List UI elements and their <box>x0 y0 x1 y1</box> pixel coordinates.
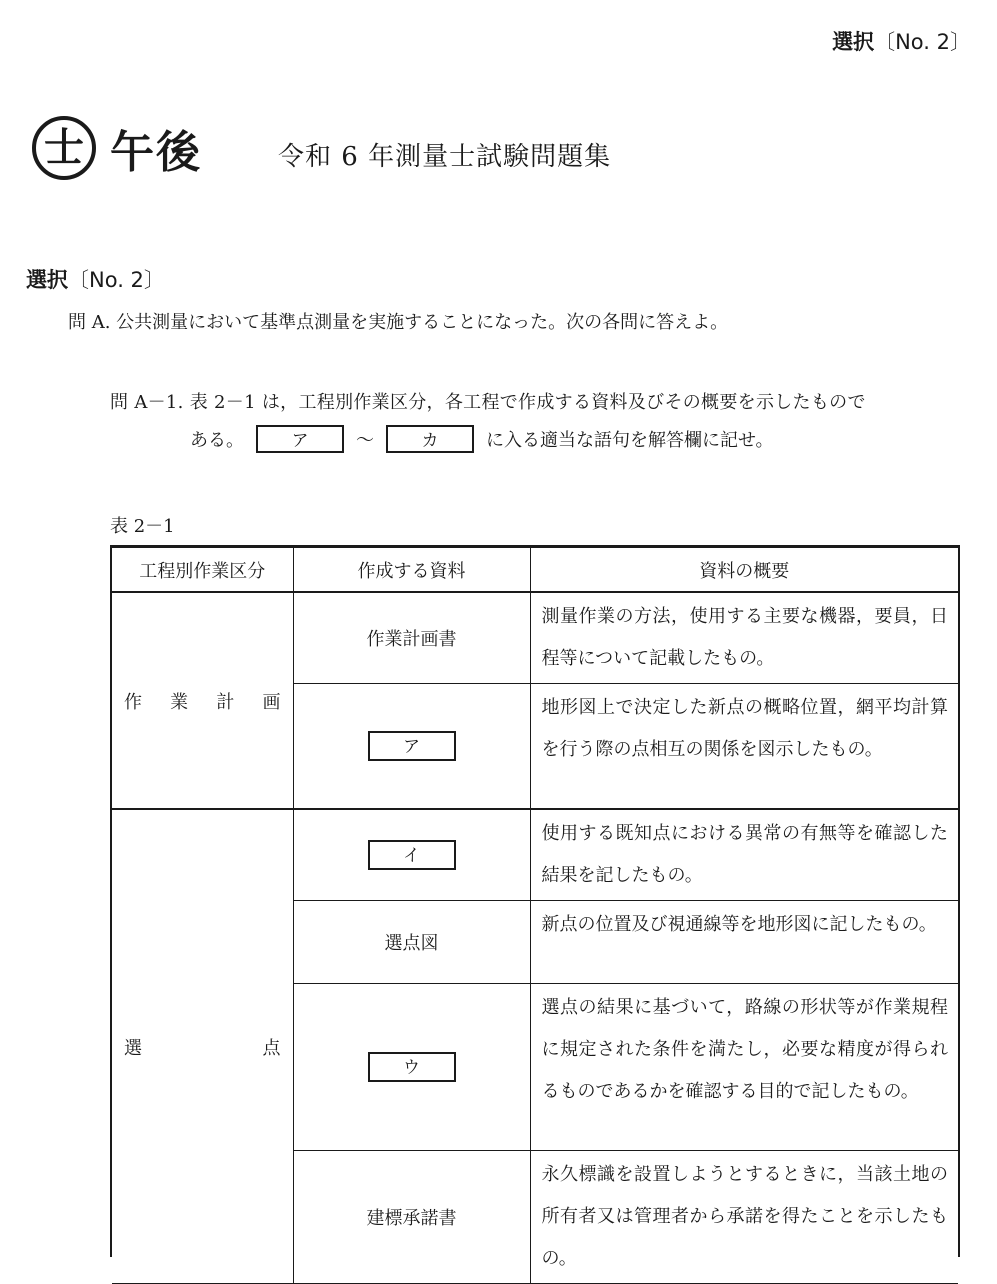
table-header-row <box>112 548 958 593</box>
table-row <box>112 809 958 901</box>
summary-cell: 新点の位置及び視通線等を地形図に記したもの。 <box>530 901 958 984</box>
document-cell: 選点図 <box>293 901 530 984</box>
question-a1-prefix: ある。 <box>190 430 244 451</box>
circled-char: 士 <box>32 116 96 180</box>
blank-box: イ <box>368 840 456 870</box>
header-document: 作成する資料 <box>293 548 530 593</box>
session-label: 午後 <box>110 127 202 178</box>
process-cell-planning <box>112 592 293 809</box>
table-row <box>112 592 958 684</box>
summary-cell: 永久標識を設置しようとするときに，当該土地の所有者又は管理者から承諾を得たことを示したもの。 <box>530 1151 958 1284</box>
exam-title-mark <box>32 116 202 180</box>
header-selection-label <box>832 26 971 56</box>
section-label <box>26 264 165 294</box>
blank-box-end: カ <box>386 425 474 453</box>
header-process: 工程別作業区分 <box>112 548 293 593</box>
process-char: 画 <box>262 691 281 713</box>
summary-cell: 測量作業の方法，使用する主要な機器，要員，日程等について記載したもの。 <box>530 592 958 684</box>
process-char: 点 <box>262 1037 281 1059</box>
header-select-number: 〔No. 2〕 <box>874 30 971 54</box>
document-cell <box>293 984 530 1151</box>
summary-cell: 地形図上で決定した新点の概略位置，網平均計算を行う際の点相互の関係を図示したもの。 <box>530 684 958 810</box>
process-char: 選 <box>124 1037 142 1059</box>
blank-box: ア <box>368 731 456 761</box>
process-char: 業 <box>170 691 189 713</box>
process-char: 作 <box>124 691 142 713</box>
header-select-bold: 選択 <box>832 29 875 54</box>
question-a1-suffix: に入る適当な語句を解答欄に記せ。 <box>486 430 774 451</box>
header-summary: 資料の概要 <box>530 548 958 593</box>
table-caption: 表 2－1 <box>110 516 175 537</box>
document-cell: 建標承諾書 <box>293 1151 530 1284</box>
book-title: 令和 6 年測量士試験問題集 <box>278 142 612 172</box>
document-cell: 作業計画書 <box>293 592 530 684</box>
document-cell <box>293 684 530 810</box>
summary-cell: 使用する既知点における異常の有無等を確認した結果を記したもの。 <box>530 809 958 901</box>
summary-cell: 選点の結果に基づいて，路線の形状等が作業規程に規定された条件を満たし，必要な精度が得られるものであるかを確認する目的で記したもの。 <box>530 984 958 1151</box>
process-cell-selection <box>112 809 293 1284</box>
question-a1-line2 <box>190 425 773 453</box>
work-table <box>110 545 960 1269</box>
question-a1-line1: 問 A－1. 表 2－1 は，工程別作業区分，各工程で作成する資料及びその概要を示したもので <box>110 392 866 413</box>
section-bold: 選択 <box>26 267 68 292</box>
process-char: 計 <box>216 691 235 713</box>
tilde: ～ <box>356 430 374 451</box>
blank-box: ウ <box>368 1052 456 1082</box>
question-a: 問 A. 公共測量において基準点測量を実施することになった。次の各問に答えよ。 <box>68 312 729 333</box>
section-number: 〔No. 2〕 <box>68 268 165 292</box>
document-cell <box>293 809 530 901</box>
blank-box-start: ア <box>256 425 344 453</box>
